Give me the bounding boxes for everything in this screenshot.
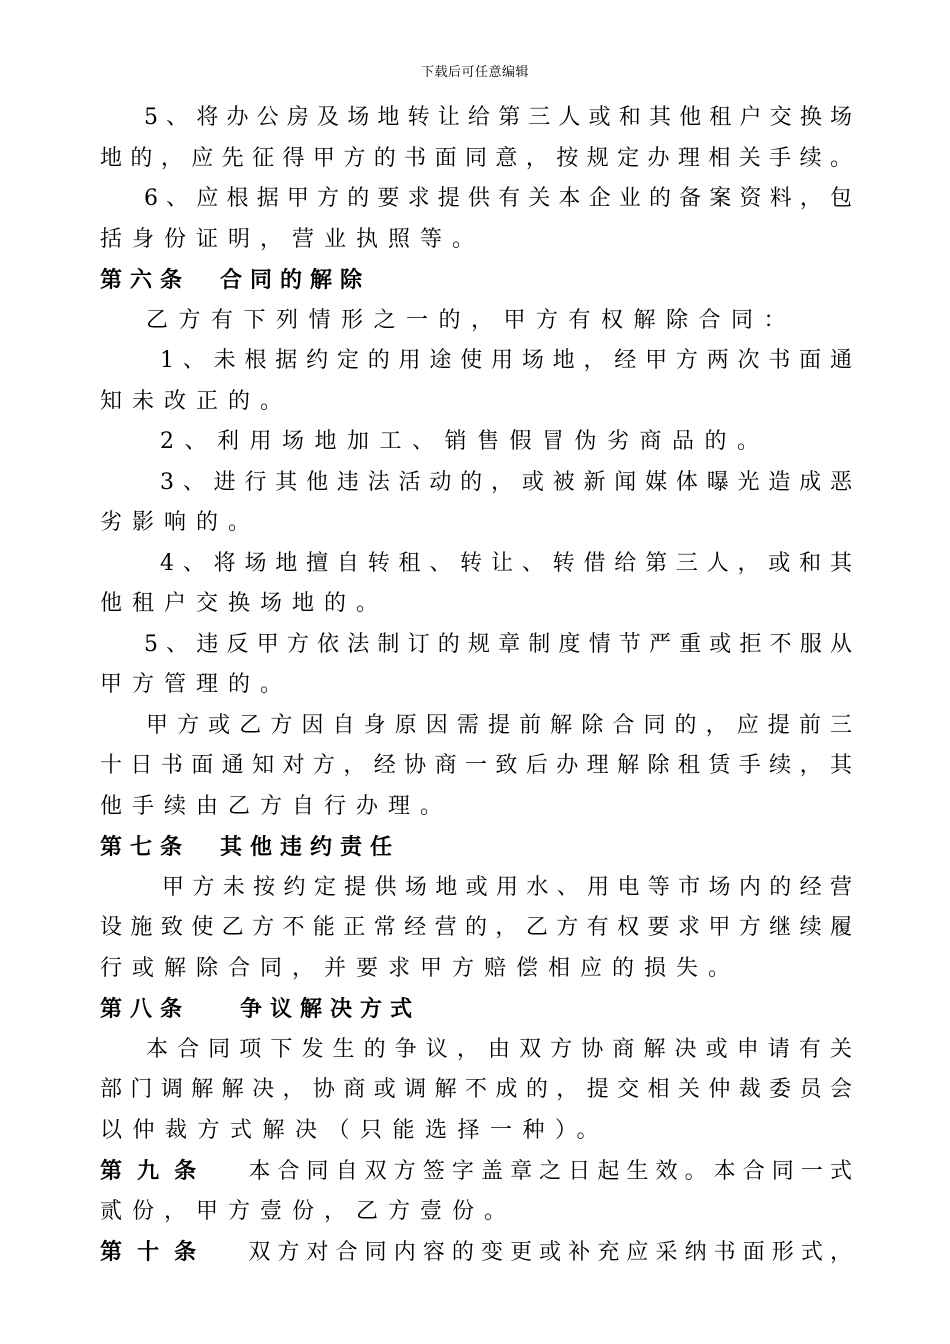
- paragraph-line: 十日书面通知对方，经协商一致后办理解除租赁手续，其: [100, 753, 852, 778]
- paragraph-line: 甲方管理的。: [100, 672, 293, 697]
- paragraph-line: 2、利用场地加工、销售假冒伪劣商品的。: [160, 429, 770, 454]
- article-heading-7: [100, 827, 852, 868]
- paragraph-line: 贰份，甲方壹份，乙方壹份。: [100, 1198, 517, 1224]
- article-number: 第九条: [100, 1158, 212, 1184]
- paragraph-line: 知未改正的。: [100, 388, 293, 414]
- paragraph-line: 5、违反甲方依法制订的规章制度情节严重或拒不服从: [144, 631, 852, 657]
- article-line-9: [100, 1151, 852, 1192]
- paragraph-line: 1、未根据约定的用途使用场地，经甲方两次书面通: [160, 348, 852, 373]
- article-text: 双方对合同内容的变更或补充应采纳书面形式，: [241, 1240, 852, 1265]
- page-header: 下载后可任意编辑: [420, 65, 529, 80]
- paragraph-line: 4、将场地擅自转租、转让、转借给第三人，或和其: [160, 550, 852, 576]
- paragraph-line: 6、应根据甲方的要求提供有关本企业的备案资料，包: [144, 186, 852, 211]
- paragraph-line: 行或解除合同，并要求甲方赔偿相应的损失。: [100, 955, 741, 981]
- paragraph-line: 5、将办公房及场地转让给第三人或和其他租户交换场: [144, 105, 852, 130]
- paragraph-line: 乙方有下列情形之一的，甲方有权解除合同：: [146, 307, 797, 333]
- article-heading-6: [100, 260, 852, 301]
- paragraph-line: 甲方未按约定提供场地或用水、用电等市场内的经营: [162, 874, 852, 900]
- article-number: 第六条: [100, 267, 191, 293]
- article-title: 合同的解除: [220, 267, 371, 293]
- paragraph-line: 劣影响的。: [100, 510, 261, 535]
- paragraph-line: 3、进行其他违法活动的，或被新闻媒体曝光造成恶: [160, 469, 852, 495]
- paragraph-line: 部门调解解决，协商或调解不成的，提交相关仲裁委员会: [100, 1077, 852, 1102]
- article-text: 本合同自双方签字盖章之日起生效。本合同一式: [241, 1159, 852, 1184]
- paragraph-line: 以仲裁方式解决（只能选择一种）。: [100, 1117, 610, 1143]
- article-number: 第七条: [100, 834, 191, 860]
- article-title: 争议解决方式: [240, 996, 421, 1022]
- document-body: [100, 98, 852, 1273]
- paragraph-line: 括身份证明，营业执照等。: [100, 226, 485, 252]
- paragraph-line: 他手续由乙方自行办理。: [100, 793, 453, 819]
- paragraph-line: 地的，应先征得甲方的书面同意，按规定办理相关手续。: [100, 145, 852, 171]
- paragraph-line: 甲方或乙方因自身原因需提前解除合同的，应提前三: [146, 712, 852, 738]
- paragraph-line: 本合同项下发生的争议，由双方协商解决或申请有关: [146, 1036, 852, 1062]
- article-title: 其他违约责任: [220, 834, 401, 860]
- paragraph-line: 设施致使乙方不能正常经营的，乙方有权要求甲方继续履: [100, 915, 852, 940]
- article-number: 第十条: [100, 1239, 212, 1265]
- article-line-10: [100, 1232, 852, 1273]
- article-number: 第八条: [100, 996, 191, 1022]
- paragraph-line: 他租户交换场地的。: [100, 591, 389, 616]
- article-heading-8: [100, 989, 852, 1030]
